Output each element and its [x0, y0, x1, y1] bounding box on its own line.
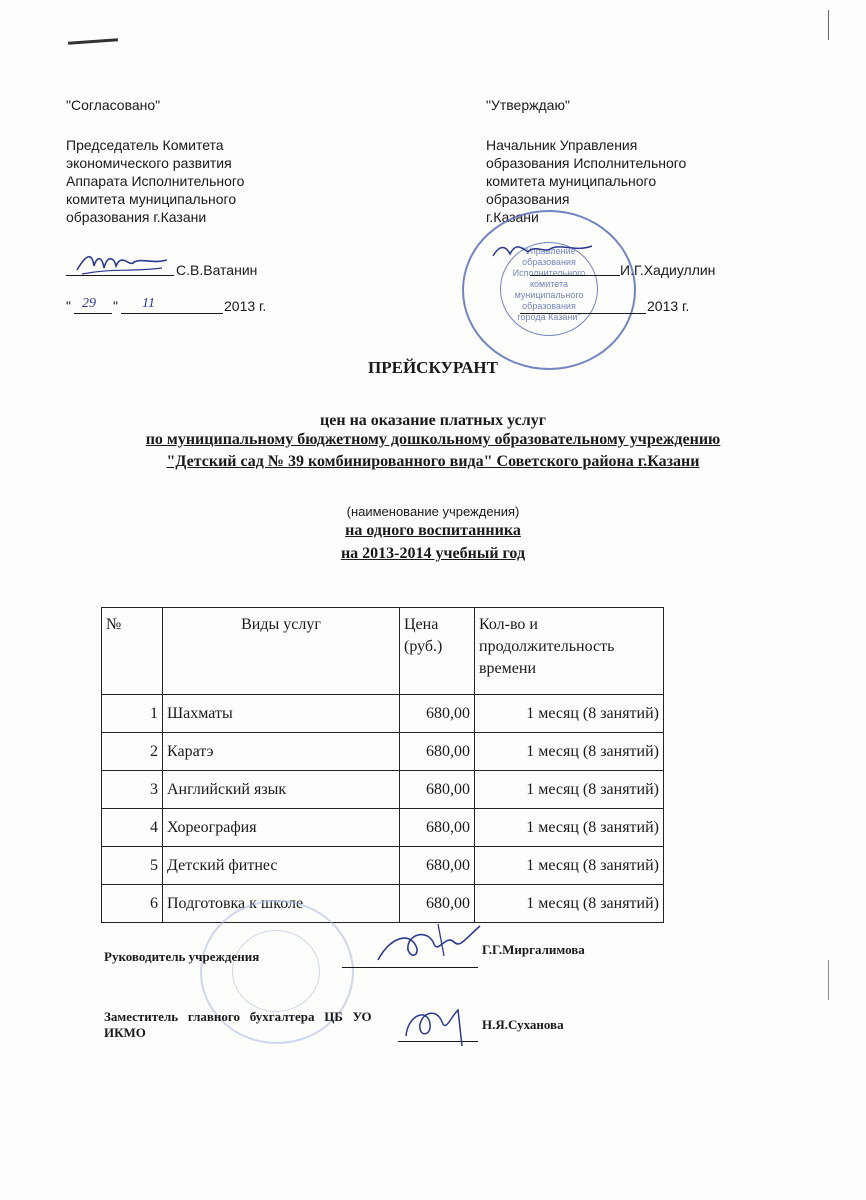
row-price: 680,00: [400, 695, 475, 733]
header-service: Виды услуг: [163, 608, 400, 695]
approval-left-line: образования г.Казани: [66, 209, 207, 225]
row-service: Детский фитнес: [163, 847, 400, 885]
institution-line-2: [0, 453, 866, 471]
scan-mark: [68, 38, 118, 44]
document-subtitle: цен на оказание платных услуг: [320, 412, 546, 429]
institution-text-1: по муниципальному бюджетному дошкольному образовательному учреждению: [145, 431, 721, 448]
row-qty: 1 месяц (8 занятий): [475, 847, 664, 885]
row-qty: 1 месяц (8 занятий): [475, 733, 664, 771]
official-stamp: [462, 210, 636, 370]
head-name: Г.Г.Миргалимова: [482, 942, 585, 957]
head-role: Руководитель учреждения: [104, 949, 260, 964]
school-year-text: на 2013-2014 учебный год: [340, 545, 526, 562]
header-num: №: [102, 608, 163, 695]
right-date-line: [520, 313, 646, 314]
left-date-quote-close: ": [113, 298, 118, 314]
table-header-row: [102, 608, 664, 695]
table-row: [102, 695, 664, 733]
row-price: 680,00: [400, 809, 475, 847]
scan-edge-mark: [828, 10, 829, 40]
table-row: [102, 733, 664, 771]
approval-right-line: образования: [486, 191, 570, 207]
scan-edge-mark: [828, 960, 829, 1000]
approval-left-line: Председатель Комитета: [66, 137, 224, 153]
left-signer-name: С.В.Ватанин: [176, 262, 258, 278]
stamp-text: города Казани": [517, 312, 581, 322]
deputy-signature: [398, 1000, 478, 1050]
left-date-day-line: [74, 313, 112, 314]
row-qty: 1 месяц (8 занятий): [475, 695, 664, 733]
row-num: 2: [102, 733, 163, 771]
right-date-year: 2013 г.: [647, 298, 690, 314]
left-signature: [72, 248, 172, 278]
row-num: 1: [102, 695, 163, 733]
stamp-text: муниципального: [514, 290, 584, 300]
right-signature-line: [530, 275, 620, 276]
row-num: 5: [102, 847, 163, 885]
table-row: [102, 847, 664, 885]
right-signature: [488, 238, 598, 268]
row-num: 4: [102, 809, 163, 847]
institution-line-1: [0, 431, 866, 449]
left-date-month: 11: [142, 296, 155, 311]
document-title: ПРЕЙСКУРАНТ: [368, 358, 498, 377]
header-price: Цена (руб.): [400, 608, 475, 695]
right-signer-name: И.Г.Хадиуллин: [620, 262, 716, 278]
row-price: 680,00: [400, 733, 475, 771]
row-qty: 1 месяц (8 занятий): [475, 771, 664, 809]
deputy-role-2: ИКМО: [104, 1025, 146, 1040]
stamp-text: образования: [522, 257, 576, 267]
approval-left-line: экономического развития: [66, 155, 232, 171]
table-row: [102, 771, 664, 809]
stamp-text: комитета: [529, 279, 568, 289]
left-date-day: 29: [82, 296, 96, 311]
per-child-text: на одного воспитанника: [345, 522, 521, 539]
approval-right-line: образования Исполнительного: [486, 155, 687, 171]
left-date-month-line: [121, 313, 223, 314]
table-row: [102, 885, 664, 923]
table-row: [102, 809, 664, 847]
row-service: Английский язык: [163, 771, 400, 809]
approval-left-line: Аппарата Исполнительного: [66, 173, 245, 189]
row-qty: 1 месяц (8 занятий): [475, 885, 664, 923]
approval-right-heading: "Утверждаю": [486, 97, 570, 113]
left-date-quote-open: ": [66, 298, 71, 314]
head-signature: [368, 920, 488, 970]
approval-left-line: комитета муниципального: [66, 191, 237, 207]
deputy-name: Н.Я.Суханова: [482, 1017, 564, 1032]
approval-left-heading: "Согласовано": [66, 97, 161, 113]
row-num: 6: [102, 885, 163, 923]
approval-right-line: комитета муниципального: [486, 173, 657, 189]
institution-caption: (наименование учреждения): [346, 504, 520, 519]
row-num: 3: [102, 771, 163, 809]
row-service: Шахматы: [163, 695, 400, 733]
deputy-role-1: Заместитель главного бухгалтера ЦБ УО: [104, 1009, 372, 1024]
row-qty: 1 месяц (8 занятий): [475, 809, 664, 847]
stamp-text: образования: [522, 301, 576, 311]
header-qty: Кол-во и продолжительность времени: [475, 608, 664, 695]
stamp-text: Исполнительного: [512, 268, 586, 278]
row-service: Каратэ: [163, 733, 400, 771]
approval-right-line: Начальник Управления: [486, 137, 638, 153]
approval-right-line: г.Казани: [486, 209, 539, 225]
price-table: [101, 607, 664, 923]
school-year-line: [0, 545, 866, 563]
row-price: 680,00: [400, 885, 475, 923]
institution-text-2: "Детский сад № 39 комбинированного вида" Советского района г.Казани: [166, 453, 700, 470]
approval-left: [66, 96, 326, 226]
row-price: 680,00: [400, 771, 475, 809]
row-price: 680,00: [400, 847, 475, 885]
approval-right: [486, 96, 746, 226]
per-child-line: [0, 522, 866, 540]
left-date-year: 2013 г.: [224, 298, 267, 314]
row-service: Подготовка к школе: [163, 885, 400, 923]
row-service: Хореография: [163, 809, 400, 847]
stamp-text: "Управление: [522, 246, 576, 256]
